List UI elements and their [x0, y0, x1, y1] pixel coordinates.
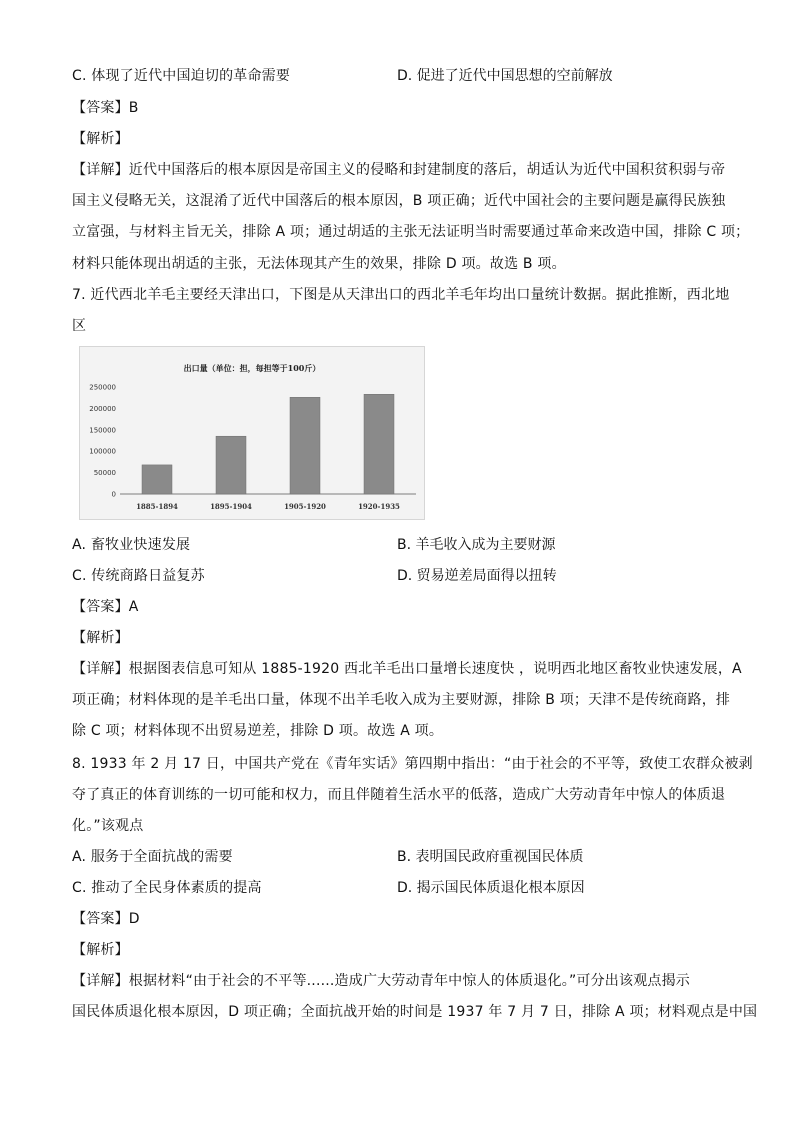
q6-option-d: D. 促进了近代中国思想的空前解放: [397, 68, 613, 84]
y-tick-label: 0: [111, 490, 116, 499]
q7-answer: 【答案】A: [72, 599, 139, 615]
q8-option-a: A. 服务于全面抗战的需要: [72, 849, 233, 865]
x-tick-label: 1885-1894: [136, 502, 178, 511]
q8-stem-line-1: 8. 1933 年 2 月 17 日，中国共产党在《青年实话》第四期中指出：“由于社会的不平等，致使工农群众被剥: [72, 756, 753, 772]
q8-detail-line-1: 【详解】根据材料“由于社会的不平等......造成广大劳动青年中惊人的体质退化。”可分出该观点揭示: [72, 973, 691, 989]
q8-analysis-label: 【解析】: [72, 942, 129, 958]
q8-option-c: C. 推动了全民身体素质的提高: [72, 880, 262, 896]
q7-option-b: B. 羊毛收入成为主要财源: [397, 537, 556, 553]
x-tick-label: 1895-1904: [210, 502, 252, 511]
q7-detail-line-3: 除 C 项；材料体现不出贸易逆差，排除 D 项。故选 A 项。: [72, 723, 444, 739]
y-tick-label: 100000: [89, 447, 116, 456]
q7-option-c: C. 传统商路日益复苏: [72, 568, 205, 584]
bar-1905-1920: [290, 397, 320, 494]
q6-answer: 【答案】B: [72, 100, 139, 116]
y-tick-label: 250000: [89, 383, 116, 392]
wool-export-chart: [79, 346, 425, 520]
bar-1885-1894: [142, 465, 172, 494]
x-tick-label: 1905-1920: [284, 502, 326, 511]
q6-analysis-label: 【解析】: [72, 131, 129, 147]
y-tick-label: 200000: [89, 404, 116, 413]
y-tick-label: 50000: [93, 469, 116, 478]
wool-export-chart-svg: [80, 347, 424, 519]
q7-stem-line-2: 区: [72, 318, 87, 334]
q8-option-d: D. 揭示国民体质退化根本原因: [397, 880, 585, 896]
q7-detail-line-1: 【详解】根据图表信息可知从 1885-1920 西北羊毛出口量增长速度快 ，说明西北地区畜牧业快速发展，A: [72, 661, 742, 677]
y-tick-label: 150000: [89, 426, 116, 435]
q7-stem-line-1: 7. 近代西北羊毛主要经天津出口，下图是从天津出口的西北羊毛年均出口量统计数据。据此推断，西北地: [72, 287, 730, 303]
bar-1895-1904: [216, 436, 246, 494]
q8-stem-line-2: 夺了真正的体育训练的一切可能和权力，而且伴随着生活水平的低落，造成广大劳动青年中惊人的体质退: [72, 787, 726, 803]
q6-detail-line-4: 材料只能体现出胡适的主张，无法体现其产生的效果，排除 D 项。故选 B 项。: [72, 256, 566, 272]
x-tick-label: 1920-1935: [358, 502, 400, 511]
q8-option-b: B. 表明国民政府重视国民体质: [397, 849, 584, 865]
q8-detail-line-2: 国民体质退化根本原因，D 项正确；全面抗战开始的时间是 1937 年 7 月 7 日，排除 A 项；材料观点是中国: [72, 1004, 758, 1020]
q7-analysis-label: 【解析】: [72, 630, 129, 646]
q8-answer: 【答案】D: [72, 911, 140, 927]
q6-detail-line-1: 【详解】近代中国落后的根本原因是帝国主义的侵略和封建制度的落后，胡适认为近代中国积贫积弱与帝: [72, 162, 726, 178]
q7-option-d: D. 贸易逆差局面得以扭转: [397, 568, 557, 584]
q6-option-c: C. 体现了近代中国迫切的革命需要: [72, 68, 291, 84]
q6-detail-line-2: 国主义侵略无关，这混淆了近代中国落后的根本原因，B 项正确；近代中国社会的主要问题是赢得民族独: [72, 193, 726, 209]
q6-detail-line-3: 立富强，与材料主旨无关，排除 A 项；通过胡适的主张无法证明当时需要通过革命来改造中国，排除 C 项；: [72, 224, 750, 240]
q8-stem-line-3: 化。”该观点: [72, 818, 144, 834]
chart-title: 出口量（单位：担，每担等于100斤）: [183, 363, 321, 373]
bar-1920-1935: [364, 394, 394, 494]
q7-detail-line-2: 项正确；材料体现的是羊毛出口量，体现不出羊毛收入成为主要财源，排除 B 项；天津不是传统商路，排: [72, 692, 731, 708]
q7-option-a: A. 畜牧业快速发展: [72, 537, 191, 553]
